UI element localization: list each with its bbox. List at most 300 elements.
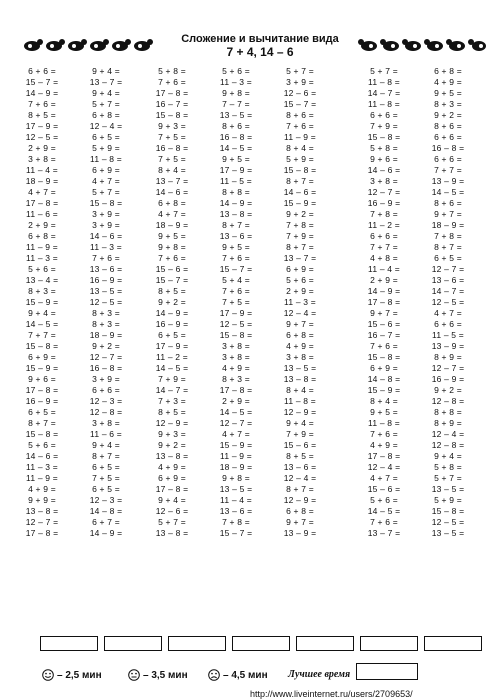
- exercise-item: 15 – 7 =: [219, 264, 253, 274]
- exercise-item: 18 – 9 =: [89, 330, 123, 340]
- exercise-item: 15 – 7 =: [25, 77, 59, 87]
- exercise-item: 7 + 7 =: [370, 242, 398, 252]
- exercise-item: 5 + 6 =: [28, 440, 56, 450]
- exercise-item: 3 + 9 =: [92, 374, 120, 384]
- exercise-item: 14 – 9 =: [25, 88, 59, 98]
- exercise-item: 8 + 3 =: [222, 374, 250, 384]
- exercise-item: 14 – 5 =: [219, 143, 253, 153]
- exercise-item: 6 + 8 =: [28, 231, 56, 241]
- exercise-item: 7 + 3 =: [158, 396, 186, 406]
- exercise-item: 4 + 9 =: [434, 77, 462, 87]
- exercise-item: 12 – 7 =: [89, 352, 123, 362]
- exercise-column: [354, 66, 414, 539]
- animals-border-left-icon: [22, 36, 162, 54]
- exercise-item: 9 + 2 =: [158, 440, 186, 450]
- exercise-item: 12 – 3 =: [89, 495, 123, 505]
- exercise-item: 14 – 7 =: [431, 286, 465, 296]
- exercise-item: 9 + 4 =: [92, 88, 120, 98]
- exercise-item: 15 – 8 =: [155, 110, 189, 120]
- exercise-item: 2 + 9 =: [370, 275, 398, 285]
- exercise-item: 13 – 9 =: [431, 176, 465, 186]
- exercise-item: 12 – 5 =: [219, 319, 253, 329]
- exercise-item: 15 – 9 =: [25, 363, 59, 373]
- exercise-item: 14 – 5 =: [219, 407, 253, 417]
- exercise-item: 9 + 7 =: [370, 308, 398, 318]
- exercise-item: 5 + 7 =: [434, 473, 462, 483]
- exercise-item: 9 + 4 =: [92, 440, 120, 450]
- exercise-item: 9 + 4 =: [28, 308, 56, 318]
- exercise-item: 12 – 8 =: [431, 396, 465, 406]
- exercise-item: 11 – 4 =: [220, 495, 252, 505]
- exercise-item: 18 – 9 =: [25, 176, 59, 186]
- exercise-item: 7 + 6 =: [222, 286, 250, 296]
- exercise-item: 9 + 8 =: [222, 473, 250, 483]
- answer-box[interactable]: [168, 636, 226, 651]
- exercise-item: 11 – 2 =: [368, 220, 400, 230]
- exercise-item: 9 + 2 =: [286, 209, 314, 219]
- exercise-item: 17 – 8 =: [367, 297, 401, 307]
- exercise-item: 4 + 8 =: [370, 253, 398, 263]
- legend-slow-label: – 4,5 мин: [223, 669, 268, 681]
- exercise-item: 15 – 9 =: [367, 385, 401, 395]
- exercise-item: 16 – 7 =: [155, 99, 189, 109]
- exercise-item: 12 – 7 =: [431, 363, 465, 373]
- exercise-item: 12 – 6 =: [155, 506, 189, 516]
- exercise-item: 15 – 7 =: [219, 528, 253, 538]
- exercise-item: 5 + 6 =: [370, 495, 398, 505]
- exercise-item: 4 + 7 =: [158, 209, 186, 219]
- exercise-item: 9 + 2 =: [434, 110, 462, 120]
- exercise-item: 5 + 6 =: [28, 264, 56, 274]
- exercise-item: 16 – 8 =: [155, 143, 189, 153]
- exercise-item: 8 + 7 =: [286, 484, 314, 494]
- exercise-item: 17 – 9 =: [219, 165, 253, 175]
- exercise-item: 16 – 9 =: [431, 374, 465, 384]
- answer-box[interactable]: [232, 636, 290, 651]
- exercise-item: 5 + 9 =: [286, 154, 314, 164]
- exercise-item: 9 + 7 =: [286, 319, 314, 329]
- exercise-item: 14 – 9 =: [89, 528, 123, 538]
- exercise-item: 8 + 3 =: [434, 99, 462, 109]
- exercise-item: 9 + 5 =: [370, 407, 398, 417]
- exercise-item: 14 – 9 =: [155, 308, 189, 318]
- exercise-item: 12 – 8 =: [431, 440, 465, 450]
- answer-box[interactable]: [424, 636, 482, 651]
- exercise-item: 11 – 8 =: [368, 418, 400, 428]
- exercise-item: 13 – 8 =: [283, 374, 317, 384]
- exercise-item: 9 + 9 =: [28, 495, 56, 505]
- exercise-item: 13 – 9 =: [431, 341, 465, 351]
- exercise-item: 15 – 6 =: [367, 319, 401, 329]
- footer: [0, 669, 503, 689]
- exercise-item: 7 + 5 =: [158, 154, 186, 164]
- exercise-item: 18 – 9 =: [219, 462, 253, 472]
- exercise-item: 6 + 9 =: [28, 352, 56, 362]
- exercise-item: 9 + 4 =: [158, 495, 186, 505]
- exercise-item: 9 + 5 =: [434, 88, 462, 98]
- exercise-item: 17 – 9 =: [155, 341, 189, 351]
- exercise-item: 7 + 6 =: [286, 121, 314, 131]
- exercise-item: 7 + 6 =: [28, 99, 56, 109]
- exercise-item: 3 + 9 =: [286, 77, 314, 87]
- exercise-item: 7 + 8 =: [434, 231, 462, 241]
- exercise-item: 6 + 5 =: [28, 407, 56, 417]
- exercise-item: 9 + 2 =: [92, 341, 120, 351]
- exercise-item: 13 – 8 =: [155, 528, 189, 538]
- exercise-item: 9 + 8 =: [158, 242, 186, 252]
- exercise-item: 9 + 7 =: [286, 517, 314, 527]
- exercise-item: 12 – 4 =: [431, 429, 465, 439]
- exercise-item: 6 + 8 =: [92, 110, 120, 120]
- exercise-item: 12 – 4 =: [89, 121, 123, 131]
- exercise-item: 15 – 8 =: [25, 429, 59, 439]
- exercise-item: 7 + 5 =: [92, 473, 120, 483]
- exercise-item: 6 + 6 =: [370, 110, 398, 120]
- exercise-item: 15 – 9 =: [283, 198, 317, 208]
- exercise-item: 11 – 3 =: [220, 77, 252, 87]
- exercise-column: [76, 66, 136, 539]
- exercise-item: 13 – 7 =: [89, 77, 123, 87]
- exercise-item: 16 – 9 =: [89, 275, 123, 285]
- exercise-item: 8 + 6 =: [434, 121, 462, 131]
- exercise-item: 14 – 5 =: [155, 363, 189, 373]
- exercise-item: 13 – 6 =: [89, 264, 123, 274]
- exercise-item: 9 + 7 =: [434, 209, 462, 219]
- exercise-item: 13 – 5 =: [431, 484, 465, 494]
- exercise-item: 3 + 8 =: [370, 176, 398, 186]
- exercise-item: 6 + 5 =: [434, 253, 462, 263]
- exercise-item: 6 + 6 =: [28, 66, 56, 76]
- exercise-item: 4 + 7 =: [370, 473, 398, 483]
- exercise-item: 14 – 6 =: [367, 165, 401, 175]
- exercise-item: 8 + 5 =: [286, 451, 314, 461]
- exercise-item: 9 + 6 =: [28, 374, 56, 384]
- exercise-item: 11 – 4 =: [368, 264, 400, 274]
- answer-boxes: [0, 636, 503, 652]
- source-url: http://www.liveinternet.ru/users/2709653/: [250, 689, 413, 699]
- exercise-item: 15 – 7 =: [155, 275, 189, 285]
- smile-face-icon: [42, 669, 54, 681]
- exercise-item: 9 + 2 =: [158, 297, 186, 307]
- exercise-item: 3 + 8 =: [222, 352, 250, 362]
- exercise-item: 8 + 9 =: [434, 352, 462, 362]
- exercise-item: 16 – 8 =: [431, 143, 465, 153]
- exercise-item: 17 – 8 =: [25, 198, 59, 208]
- exercise-item: 15 – 8 =: [89, 198, 123, 208]
- exercise-item: 11 – 9 =: [220, 451, 252, 461]
- answer-box[interactable]: [296, 636, 354, 651]
- exercise-item: 12 – 4 =: [283, 473, 317, 483]
- exercise-item: 14 – 6 =: [283, 187, 317, 197]
- exercise-item: 13 – 6 =: [283, 462, 317, 472]
- exercise-item: 17 – 8 =: [219, 385, 253, 395]
- exercise-item: 7 + 9 =: [286, 231, 314, 241]
- exercise-item: 8 + 6 =: [286, 110, 314, 120]
- exercise-column: [270, 66, 330, 539]
- exercise-item: 7 + 6 =: [158, 253, 186, 263]
- exercise-item: 9 + 5 =: [222, 154, 250, 164]
- exercise-item: 13 – 7 =: [367, 528, 401, 538]
- exercise-item: 15 – 6 =: [283, 440, 317, 450]
- exercise-item: 17 – 8 =: [25, 385, 59, 395]
- exercise-item: 12 – 5 =: [431, 517, 465, 527]
- exercise-item: 11 – 5 =: [220, 176, 252, 186]
- exercise-item: 11 – 3 =: [26, 253, 58, 263]
- exercise-item: 2 + 9 =: [28, 220, 56, 230]
- exercise-column: [12, 66, 72, 539]
- exercise-item: 11 – 8 =: [90, 154, 122, 164]
- exercise-item: 3 + 8 =: [92, 418, 120, 428]
- exercise-item: 16 – 9 =: [25, 396, 59, 406]
- legend-fast: [42, 669, 102, 681]
- exercise-item: 11 – 3 =: [26, 462, 58, 472]
- exercise-item: 6 + 6 =: [434, 154, 462, 164]
- exercise-item: 12 – 5 =: [431, 297, 465, 307]
- exercise-item: 6 + 5 =: [158, 330, 186, 340]
- exercise-item: 15 – 8 =: [219, 330, 253, 340]
- exercise-item: 13 – 5 =: [283, 363, 317, 373]
- exercise-item: 14 – 8 =: [367, 374, 401, 384]
- exercise-item: 6 + 6 =: [370, 231, 398, 241]
- exercise-item: 12 – 9 =: [283, 407, 317, 417]
- page-title: Сложение и вычитание вида: [181, 33, 339, 45]
- exercise-item: 14 – 6 =: [155, 187, 189, 197]
- exercise-item: 8 + 7 =: [434, 242, 462, 252]
- exercise-item: 14 – 7 =: [367, 88, 401, 98]
- exercise-item: 6 + 9 =: [370, 363, 398, 373]
- exercise-item: 9 + 5 =: [222, 242, 250, 252]
- exercise-item: 14 – 8 =: [89, 506, 123, 516]
- neutral-face-icon: [128, 669, 140, 681]
- best-time-box[interactable]: [356, 663, 418, 680]
- exercise-item: 5 + 7 =: [158, 517, 186, 527]
- exercise-item: 8 + 6 =: [222, 121, 250, 131]
- exercise-item: 7 + 6 =: [370, 517, 398, 527]
- exercise-item: 12 – 7 =: [25, 517, 59, 527]
- exercise-item: 18 – 9 =: [155, 220, 189, 230]
- exercise-item: 8 + 5 =: [158, 407, 186, 417]
- exercise-item: 5 + 6 =: [222, 66, 250, 76]
- exercise-item: 14 – 6 =: [89, 231, 123, 241]
- page-subtitle: 7 + 4, 14 – 6: [226, 45, 294, 59]
- exercise-item: 5 + 8 =: [158, 66, 186, 76]
- exercise-item: 16 – 7 =: [367, 330, 401, 340]
- exercise-item: 7 + 9 =: [158, 374, 186, 384]
- exercise-item: 11 – 9 =: [26, 242, 58, 252]
- exercise-item: 12 – 7 =: [219, 418, 253, 428]
- exercise-item: 13 – 9 =: [283, 528, 317, 538]
- exercise-item: 12 – 5 =: [89, 297, 123, 307]
- exercise-item: 6 + 7 =: [92, 517, 120, 527]
- exercise-item: 5 + 7 =: [286, 66, 314, 76]
- exercise-item: 13 – 5 =: [219, 110, 253, 120]
- exercise-item: 13 – 8 =: [219, 209, 253, 219]
- exercise-item: 5 + 7 =: [370, 66, 398, 76]
- exercise-item: 12 – 7 =: [367, 187, 401, 197]
- exercise-item: 8 + 7 =: [28, 418, 56, 428]
- exercise-item: 8 + 3 =: [92, 308, 120, 318]
- exercise-item: 14 – 9 =: [367, 286, 401, 296]
- exercise-item: 15 – 8 =: [367, 352, 401, 362]
- exercise-item: 7 + 8 =: [222, 517, 250, 527]
- exercise-item: 8 + 4 =: [286, 143, 314, 153]
- exercise-item: 7 + 8 =: [370, 209, 398, 219]
- exercise-column: [206, 66, 266, 539]
- exercise-item: 6 + 6 =: [92, 385, 120, 395]
- exercise-item: 15 – 7 =: [283, 99, 317, 109]
- answer-box[interactable]: [360, 636, 418, 651]
- exercise-item: 17 – 9 =: [219, 308, 253, 318]
- exercise-item: 14 – 7 =: [155, 385, 189, 395]
- exercise-item: 8 + 7 =: [92, 451, 120, 461]
- exercise-item: 14 – 9 =: [219, 198, 253, 208]
- exercise-item: 4 + 9 =: [370, 440, 398, 450]
- exercise-item: 11 – 8 =: [284, 396, 316, 406]
- exercise-item: 12 – 4 =: [367, 462, 401, 472]
- exercise-item: 5 + 8 =: [370, 143, 398, 153]
- exercise-item: 18 – 9 =: [431, 220, 465, 230]
- exercise-item: 7 + 5 =: [222, 297, 250, 307]
- exercise-item: 6 + 9 =: [92, 165, 120, 175]
- exercise-item: 4 + 7 =: [434, 308, 462, 318]
- exercise-item: 13 – 6 =: [219, 506, 253, 516]
- exercise-item: 8 + 7 =: [222, 220, 250, 230]
- exercise-item: 16 – 9 =: [367, 198, 401, 208]
- exercise-item: 4 + 9 =: [158, 462, 186, 472]
- exercise-item: 5 + 8 =: [434, 462, 462, 472]
- exercise-item: 11 – 8 =: [368, 99, 400, 109]
- exercise-item: 9 + 3 =: [158, 429, 186, 439]
- exercise-item: 7 + 7 =: [28, 330, 56, 340]
- exercise-item: 7 + 6 =: [222, 253, 250, 263]
- exercise-item: 11 – 4 =: [26, 165, 58, 175]
- exercise-item: 9 + 4 =: [434, 451, 462, 461]
- exercise-item: 8 + 3 =: [28, 286, 56, 296]
- exercise-item: 17 – 8 =: [155, 88, 189, 98]
- exercise-item: 8 + 5 =: [158, 286, 186, 296]
- exercise-item: 4 + 7 =: [222, 429, 250, 439]
- exercise-item: 7 + 6 =: [92, 253, 120, 263]
- exercise-column: [142, 66, 202, 539]
- exercise-item: 8 + 6 =: [434, 198, 462, 208]
- exercise-item: 12 – 3 =: [89, 396, 123, 406]
- answer-box[interactable]: [104, 636, 162, 651]
- exercise-item: 6 + 8 =: [158, 198, 186, 208]
- exercise-item: 4 + 7 =: [28, 187, 56, 197]
- exercise-item: 13 – 5 =: [219, 484, 253, 494]
- exercise-item: 13 – 4 =: [25, 275, 59, 285]
- exercise-item: 17 – 8 =: [25, 528, 59, 538]
- exercise-item: 6 + 5 =: [92, 484, 120, 494]
- legend-slow: [208, 669, 268, 681]
- exercise-item: 8 + 8 =: [434, 407, 462, 417]
- exercise-item: 3 + 8 =: [286, 352, 314, 362]
- exercise-item: 11 – 3 =: [284, 297, 316, 307]
- exercise-item: 11 – 5 =: [432, 330, 464, 340]
- exercise-item: 15 – 9 =: [219, 440, 253, 450]
- exercise-item: 7 + 6 =: [370, 429, 398, 439]
- exercise-item: 8 + 4 =: [158, 165, 186, 175]
- exercise-item: 6 + 6 =: [434, 319, 462, 329]
- exercise-item: 14 – 5 =: [25, 319, 59, 329]
- exercise-item: 13 – 8 =: [25, 506, 59, 516]
- exercise-item: 13 – 8 =: [155, 451, 189, 461]
- exercise-item: 3 + 8 =: [222, 341, 250, 351]
- exercise-item: 2 + 9 =: [286, 286, 314, 296]
- exercise-item: 11 – 2 =: [156, 352, 188, 362]
- exercise-item: 7 – 7 =: [222, 99, 250, 109]
- best-time-label: Лучшее время: [288, 669, 351, 680]
- exercise-item: 12 – 8 =: [89, 407, 123, 417]
- exercise-item: 4 + 7 =: [92, 176, 120, 186]
- exercise-item: 8 + 4 =: [286, 385, 314, 395]
- legend-medium-label: – 3,5 мин: [143, 669, 188, 681]
- exercise-item: 8 + 7 =: [286, 176, 314, 186]
- exercise-item: 9 + 2 =: [434, 385, 462, 395]
- exercise-item: 6 + 9 =: [286, 264, 314, 274]
- exercise-item: 8 + 9 =: [434, 418, 462, 428]
- exercise-item: 17 – 8 =: [367, 451, 401, 461]
- exercise-item: 13 – 6 =: [431, 275, 465, 285]
- exercise-item: 3 + 8 =: [28, 154, 56, 164]
- exercise-item: 3 + 9 =: [92, 209, 120, 219]
- exercise-item: 7 + 6 =: [158, 77, 186, 87]
- exercise-item: 7 + 9 =: [286, 429, 314, 439]
- exercise-item: 17 – 9 =: [25, 121, 59, 131]
- exercise-item: 8 + 4 =: [370, 396, 398, 406]
- exercise-item: 14 – 5 =: [367, 506, 401, 516]
- exercise-item: 11 – 8 =: [368, 77, 400, 87]
- exercise-column: [418, 66, 478, 539]
- header: [0, 0, 503, 64]
- exercise-item: 5 + 7 =: [92, 187, 120, 197]
- exercise-item: 9 + 6 =: [370, 154, 398, 164]
- exercise-item: 15 – 6 =: [367, 484, 401, 494]
- exercise-item: 12 – 9 =: [155, 418, 189, 428]
- exercise-grid: [0, 66, 503, 626]
- exercise-item: 8 + 8 =: [222, 187, 250, 197]
- exercise-item: 4 + 9 =: [28, 484, 56, 494]
- exercise-item: 12 – 4 =: [283, 308, 317, 318]
- exercise-item: 11 – 6 =: [26, 209, 58, 219]
- exercise-item: 15 – 8 =: [25, 341, 59, 351]
- exercise-item: 16 – 8 =: [89, 363, 123, 373]
- exercise-item: 12 – 6 =: [283, 88, 317, 98]
- exercise-item: 16 – 8 =: [219, 132, 253, 142]
- exercise-item: 6 + 8 =: [286, 506, 314, 516]
- exercise-item: 15 – 8 =: [283, 165, 317, 175]
- exercise-item: 12 – 9 =: [283, 495, 317, 505]
- exercise-item: 6 + 5 =: [92, 132, 120, 142]
- exercise-item: 6 + 8 =: [286, 330, 314, 340]
- exercise-item: 15 – 8 =: [431, 506, 465, 516]
- exercise-item: 8 + 3 =: [92, 319, 120, 329]
- exercise-item: 5 + 9 =: [92, 143, 120, 153]
- exercise-item: 15 – 8 =: [367, 132, 401, 142]
- exercise-item: 13 – 5 =: [431, 528, 465, 538]
- exercise-item: 5 + 4 =: [222, 275, 250, 285]
- animals-border-right-icon: [357, 36, 487, 54]
- exercise-item: 17 – 8 =: [155, 484, 189, 494]
- exercise-item: 7 + 8 =: [286, 220, 314, 230]
- exercise-item: 4 + 9 =: [286, 341, 314, 351]
- legend-fast-label: – 2,5 мин: [57, 669, 102, 681]
- exercise-item: 14 – 6 =: [25, 451, 59, 461]
- exercise-item: 6 + 6 =: [434, 132, 462, 142]
- answer-box[interactable]: [40, 636, 98, 651]
- sad-face-icon: [208, 669, 220, 681]
- exercise-item: 13 – 7 =: [155, 176, 189, 186]
